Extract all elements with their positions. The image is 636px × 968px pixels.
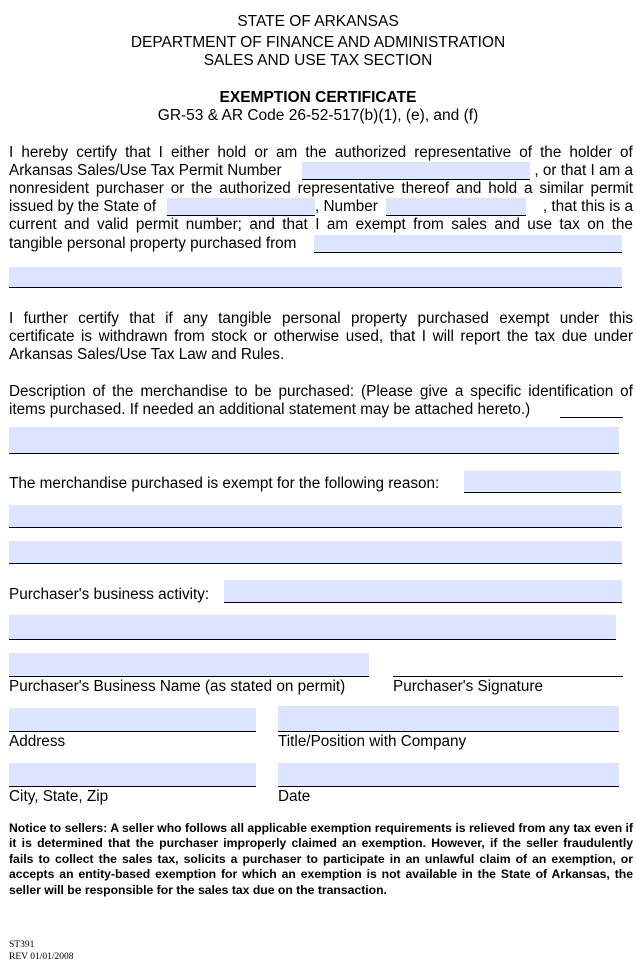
word: number; bbox=[185, 216, 242, 233]
word: exempt bbox=[355, 216, 406, 233]
word: authorized bbox=[219, 180, 291, 197]
word: hold bbox=[488, 180, 518, 197]
word: used, bbox=[345, 328, 384, 345]
notice-to-sellers: Notice to sellers: A seller who follows all applicable exemption requirements is relieved from any tax even if it is determined that the purchaser improperly claimed an exemption. However, if the seller fraudulently fails to collect the sales tax, solicits a purchaser to participate in an unlawful claim of an exemption, or accepts an entity-based exemption for which an exemption is not available in the State of Arkansas, the seller will be responsible for the sales tax due on the transaction. bbox=[9, 821, 633, 897]
word: thereof bbox=[401, 180, 450, 197]
city-state-zip-field[interactable] bbox=[9, 763, 256, 787]
word: or bbox=[254, 144, 268, 161]
address-field[interactable] bbox=[9, 708, 256, 732]
description-field-start[interactable] bbox=[560, 400, 623, 418]
word: and bbox=[494, 216, 520, 233]
word: and bbox=[249, 216, 275, 233]
word: purchaser bbox=[95, 180, 164, 197]
word: current bbox=[9, 216, 57, 233]
word: otherwise bbox=[273, 328, 340, 345]
word: hereby bbox=[21, 144, 69, 161]
address-label: Address bbox=[9, 733, 66, 750]
word: stock bbox=[211, 328, 247, 345]
word: I bbox=[9, 144, 14, 161]
word: of bbox=[620, 144, 633, 161]
signature-field[interactable] bbox=[393, 654, 623, 677]
form-subtitle: GR-53 & AR Code 26-52-517(b)(1), (e), and (f) bbox=[157, 107, 479, 124]
word: use bbox=[527, 216, 552, 233]
business-activity-field[interactable] bbox=[224, 580, 622, 603]
further-line-2 bbox=[9, 328, 633, 346]
issuing-state-field[interactable] bbox=[167, 198, 315, 216]
word: purchased bbox=[417, 310, 489, 327]
word: sales bbox=[451, 216, 487, 233]
word: under bbox=[559, 310, 599, 327]
reason-field-line-2[interactable] bbox=[9, 505, 622, 528]
further-line-3: Arkansas Sales/Use Tax Law and Rules. bbox=[9, 346, 285, 363]
word: valid bbox=[96, 216, 129, 233]
word: a bbox=[454, 383, 464, 400]
word: I bbox=[9, 310, 14, 327]
word: due bbox=[561, 328, 588, 345]
certify-line-3 bbox=[9, 180, 633, 198]
word: either bbox=[170, 144, 210, 161]
purchased-from-field[interactable] bbox=[314, 235, 622, 253]
word: authorized bbox=[334, 144, 407, 161]
permit-number-field[interactable] bbox=[302, 162, 530, 180]
word: I bbox=[315, 216, 320, 233]
word: that bbox=[389, 328, 416, 345]
business-activity-field-line-2[interactable] bbox=[9, 615, 616, 640]
word: will bbox=[432, 328, 454, 345]
word: from bbox=[413, 216, 444, 233]
title-position-label: Title/Position with Company bbox=[278, 733, 467, 750]
word: and bbox=[455, 180, 482, 197]
word: tax bbox=[534, 328, 556, 345]
word: I bbox=[158, 144, 163, 161]
word: am bbox=[276, 144, 298, 161]
word: the bbox=[506, 328, 529, 345]
word: specific bbox=[470, 383, 522, 400]
word: tangible bbox=[218, 310, 272, 327]
date-field[interactable] bbox=[278, 763, 619, 787]
description-line-2: items purchased. If needed an additional statement may be attached hereto.) bbox=[9, 401, 531, 418]
word: (Please bbox=[361, 383, 413, 400]
reason-field-line-3[interactable] bbox=[9, 541, 622, 564]
word: to bbox=[234, 383, 248, 400]
word: the bbox=[191, 180, 213, 197]
word: nonresident bbox=[9, 180, 89, 197]
word: identification bbox=[528, 383, 614, 400]
word: give bbox=[419, 383, 448, 400]
word: on bbox=[587, 216, 605, 233]
signature-label: Purchaser's Signature bbox=[393, 678, 544, 695]
word: I bbox=[421, 328, 427, 345]
certify-line-4-tail: , that this is a bbox=[542, 198, 633, 215]
certify-line-4-text: issued by the State of bbox=[9, 198, 157, 215]
department-heading: DEPARTMENT OF FINANCE AND ADMINISTRATION bbox=[130, 34, 506, 51]
word: Description bbox=[9, 383, 86, 400]
city-state-zip-label: City, State, Zip bbox=[9, 788, 109, 805]
word: is bbox=[81, 328, 93, 345]
form-revision: REV 01/01/2008 bbox=[9, 952, 74, 962]
word: of bbox=[620, 383, 633, 400]
word: that bbox=[125, 144, 151, 161]
certify-line-2-text: Arkansas Sales/Use Tax Permit Number bbox=[9, 162, 282, 179]
word: the bbox=[611, 216, 633, 233]
description-line-1 bbox=[9, 383, 633, 401]
reason-label: The merchandise purchased is exempt for the following reason: bbox=[9, 475, 440, 492]
word: any bbox=[183, 310, 208, 327]
word: holder bbox=[569, 144, 612, 161]
word: the bbox=[112, 383, 134, 400]
word: and bbox=[64, 216, 90, 233]
word: further bbox=[23, 310, 68, 327]
word: under bbox=[593, 328, 633, 345]
word: merchandise bbox=[140, 383, 228, 400]
word: personal bbox=[282, 310, 341, 327]
purchased-from-field-line-2[interactable] bbox=[9, 267, 622, 288]
word: that bbox=[129, 310, 155, 327]
certify-line-2-tail: , or that I am a bbox=[534, 162, 633, 179]
form-id: ST391 bbox=[9, 940, 35, 950]
word: exempt bbox=[499, 310, 550, 327]
word: similar bbox=[539, 180, 584, 197]
word: the bbox=[305, 144, 327, 161]
title-position-field[interactable] bbox=[278, 706, 619, 732]
word: a bbox=[524, 180, 533, 197]
section-heading: SALES AND USE TAX SECTION bbox=[203, 52, 433, 69]
word: certificate bbox=[9, 328, 75, 345]
certify-line-4-number-label: , Number bbox=[315, 198, 378, 215]
word: certify bbox=[76, 144, 117, 161]
business-name-field[interactable] bbox=[9, 653, 369, 677]
word: permit bbox=[590, 180, 633, 197]
activity-label: Purchaser's business activity: bbox=[9, 586, 210, 603]
certify-line-1 bbox=[9, 144, 633, 162]
word: of bbox=[519, 144, 532, 161]
word: representative bbox=[414, 144, 512, 161]
word: if bbox=[165, 310, 173, 327]
word: purchased: bbox=[278, 383, 355, 400]
word: the bbox=[540, 144, 562, 161]
business-name-label: Purchaser's Business Name (as stated on permit) bbox=[9, 678, 346, 695]
word: certify bbox=[78, 310, 119, 327]
certify-line-6-text: tangible personal property purchased from bbox=[9, 235, 297, 252]
date-label: Date bbox=[278, 788, 311, 805]
reason-field[interactable] bbox=[464, 471, 621, 493]
similar-permit-number-field[interactable] bbox=[386, 198, 526, 216]
certify-line-5 bbox=[9, 216, 633, 234]
word: report bbox=[460, 328, 501, 345]
word: that bbox=[282, 216, 308, 233]
word: of bbox=[92, 383, 106, 400]
word: am bbox=[326, 216, 349, 233]
state-heading: STATE OF ARKANSAS bbox=[237, 13, 399, 30]
word: from bbox=[174, 328, 205, 345]
form-title: EXEMPTION CERTIFICATE bbox=[219, 89, 417, 106]
word: withdrawn bbox=[98, 328, 168, 345]
word: property bbox=[351, 310, 408, 327]
word: be bbox=[254, 383, 272, 400]
word: hold bbox=[217, 144, 247, 161]
word: tax bbox=[559, 216, 580, 233]
further-line-1 bbox=[9, 310, 633, 328]
description-field[interactable] bbox=[9, 427, 619, 454]
word: representative bbox=[297, 180, 395, 197]
word: this bbox=[609, 310, 633, 327]
word: or bbox=[170, 180, 185, 197]
word: or bbox=[253, 328, 268, 345]
word: permit bbox=[135, 216, 179, 233]
